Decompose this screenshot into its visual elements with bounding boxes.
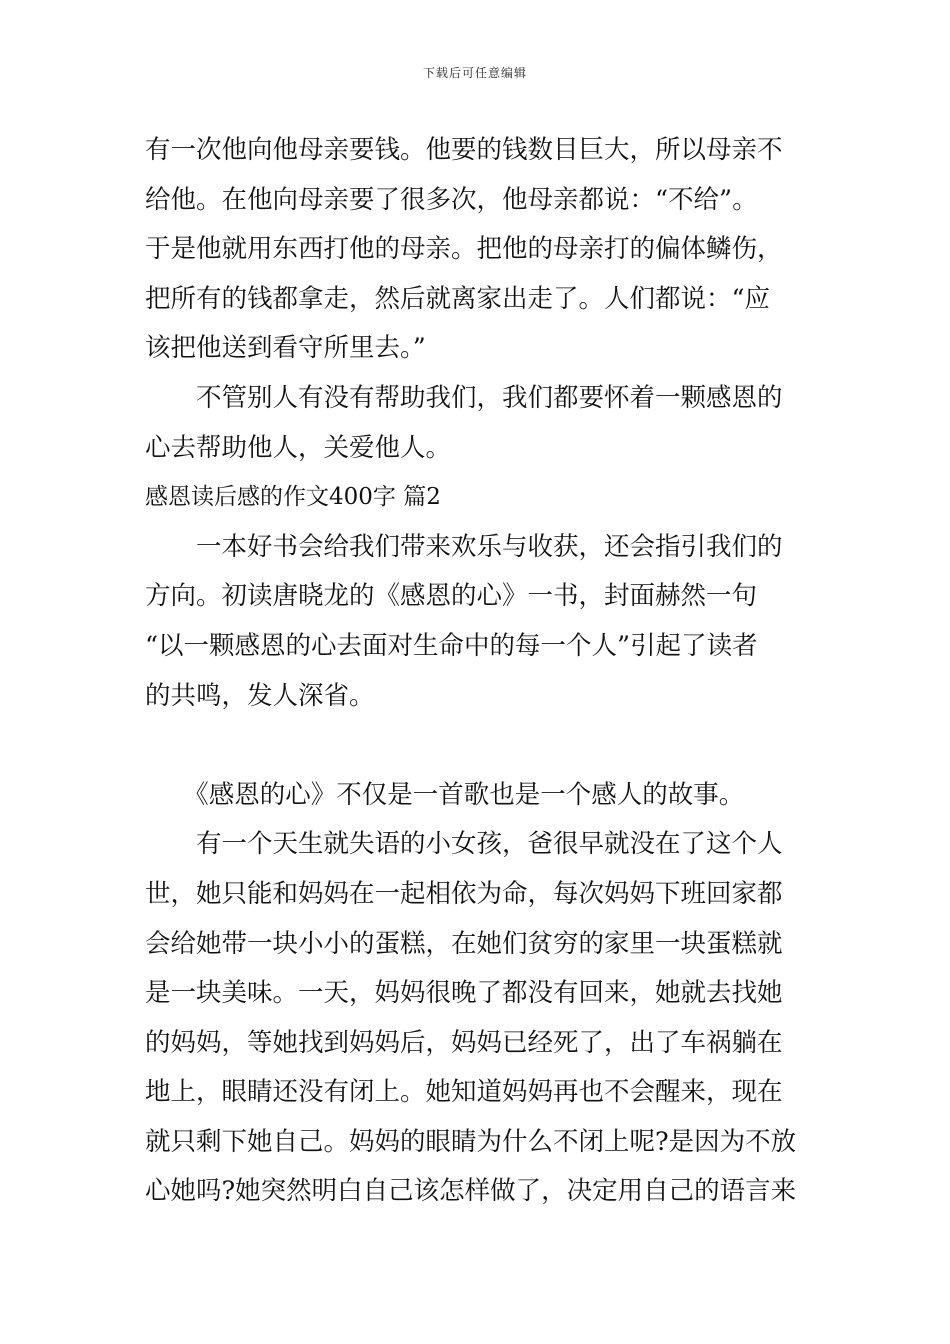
text-line: 就只剩下她自己。妈妈的眼睛为什么不闭上呢?是因为不放 [145,1126,797,1157]
text-line: “以一颗感恩的心去面对生命中的每一个人”引起了读者 [145,630,758,661]
text-line: 世，她只能和妈妈在一起相依为命，每次妈妈下班回家都 [145,878,783,909]
text-line: 会给她带一块小小的蛋糕，在她们贫穷的家里一块蛋糕就 [145,928,783,959]
text-line: 有一次他向他母亲要钱。他要的钱数目巨大，所以母亲不 [145,135,783,165]
text-line: 《感恩的心》不仅是一首歌也是一个感人的故事。 [145,779,745,810]
text-line: 的共鸣，发人深省。 [145,680,375,711]
text-line: 该把他送到看守所里去。” [145,333,426,364]
text-line: 不管别人有没有帮助我们，我们都要怀着一颗感恩的 [145,382,783,413]
text-line: 于是他就用东西打他的母亲。把他的母亲打的偏体鳞伤， [145,234,783,265]
text-line: 方向。初读唐晓龙的《感恩的心》一书，封面赫然一句 [145,581,758,612]
blank-line [145,721,810,771]
text-line: 心去帮助他人，关爱他人。 [145,432,452,463]
text-line: 是一块美味。一天，妈妈很晚了都没有回来，她就去找她 [145,978,783,1009]
section-title: 感恩读后感的作文400字 篇2 [145,484,441,511]
text-line: 地上，眼睛还没有闭上。她知道妈妈再也不会醒来，现在 [145,1077,783,1108]
text-line: 有一个天生就失语的小女孩，爸很早就没在了这个人 [145,829,783,860]
text-line: 一本好书会给我们带来欢乐与收获，还会指引我们的 [145,531,783,562]
text-line: 的妈妈，等她找到妈妈后，妈妈已经死了，出了车祸躺在 [145,1027,783,1058]
text-line: 心她吗?她突然明白自己该怎样做了，决定用自己的语言来 [145,1176,797,1207]
page-header: 下载后可任意编辑 [422,66,527,80]
text-line: 给他。在他向母亲要了很多次，他母亲都说：“不给”。 [145,184,758,215]
document-body [145,126,810,1217]
text-line: 把所有的钱都拿走，然后就离家出走了。人们都说：“应 [145,283,771,314]
